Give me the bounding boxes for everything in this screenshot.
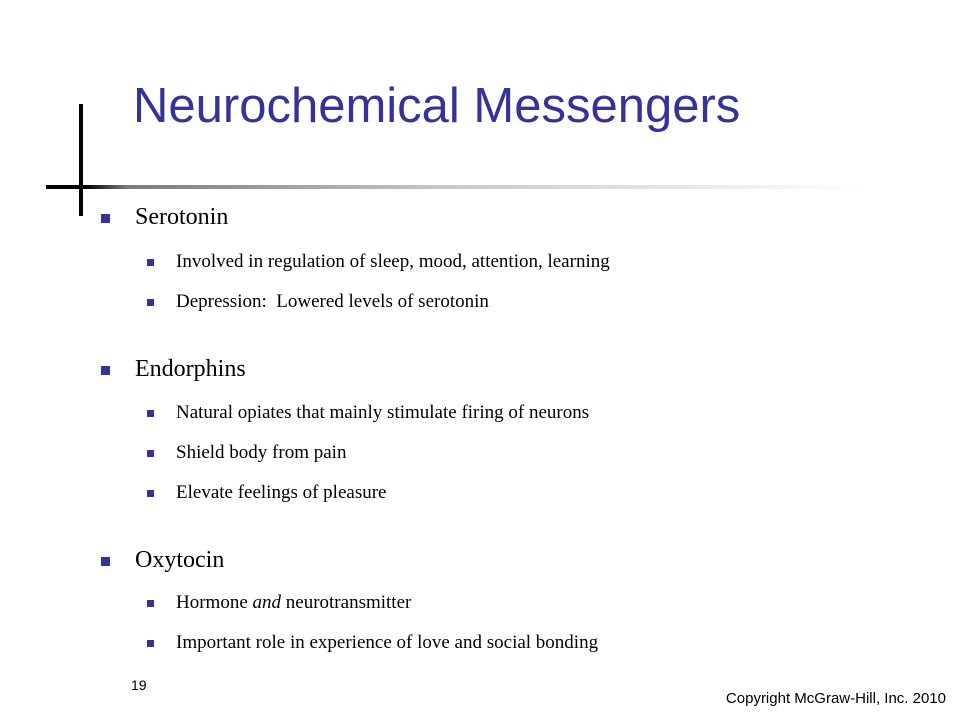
serotonin-item-1: Involved in regulation of sleep, mood, attention, learning — [176, 251, 610, 272]
sub-bullet-marker — [147, 299, 154, 306]
decorative-horizontal-rule — [46, 185, 866, 189]
sub-bullet-marker — [147, 450, 154, 457]
decorative-vertical-rule — [79, 104, 83, 216]
sub-bullet-marker — [147, 640, 154, 647]
slide-title: Neurochemical Messengers — [133, 79, 741, 133]
bullet-marker — [101, 214, 110, 223]
sub-bullet-marker — [147, 410, 154, 417]
page-number: 19 — [131, 677, 147, 693]
serotonin-item-2: Depression: Lowered levels of serotonin — [176, 291, 489, 312]
endorphins-item-3: Elevate feelings of pleasure — [176, 482, 387, 503]
emphasis-text: and — [252, 592, 282, 613]
sub-bullet-marker — [147, 259, 154, 266]
heading-serotonin: Serotonin — [135, 204, 229, 230]
bullet-marker — [101, 366, 110, 375]
copyright-text: Copyright McGraw-Hill, Inc. 2010 — [725, 690, 946, 707]
heading-endorphins: Endorphins — [135, 356, 246, 382]
heading-oxytocin: Oxytocin — [135, 547, 225, 573]
bullet-marker — [101, 557, 110, 566]
endorphins-item-1: Natural opiates that mainly stimulate firing of neurons — [176, 402, 590, 423]
text-part: neurotransmitter — [281, 592, 412, 613]
oxytocin-item-1 — [176, 591, 411, 615]
text-part: Hormone — [176, 592, 253, 613]
oxytocin-item-2: Important role in experience of love and social bonding — [176, 632, 599, 653]
endorphins-item-2: Shield body from pain — [176, 442, 347, 463]
sub-bullet-marker — [147, 490, 154, 497]
sub-bullet-marker — [147, 600, 154, 607]
